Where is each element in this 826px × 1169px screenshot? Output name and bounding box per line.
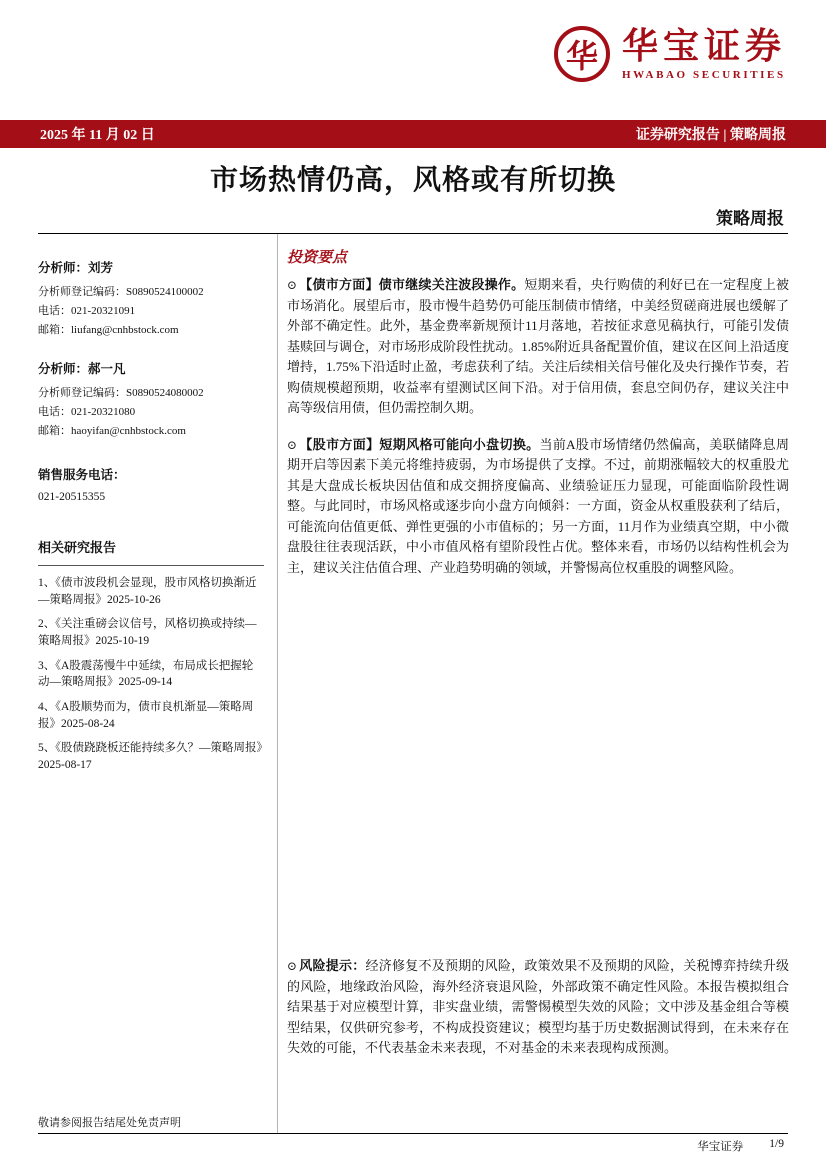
footer-divider <box>38 1133 788 1134</box>
footer-right <box>697 1138 784 1154</box>
paragraph-stock-market <box>287 435 789 579</box>
header-bar <box>0 120 826 148</box>
analyst-reg: 分析师登记编码：S0890524080002 <box>38 386 204 399</box>
logo-name-cn: 华宝证券 <box>621 25 786 66</box>
page-title: 市场热情仍高，风格或有所切换 <box>209 165 616 196</box>
logo-glyph: 华 <box>565 38 598 74</box>
paragraph-lead: 【股市方面】短期风格可能向小盘切换。 <box>299 436 540 452</box>
report-date: 2025 年 11 月 02 日 <box>40 128 155 143</box>
report-category: 证券研究报告 | 策略周报 <box>635 128 786 143</box>
risk-body: 经济修复不及预期的风险，政策效果不及预期的风险，关税博弈持续升级的风险，地缘政治风险，海外经济衰退风险，外部政策不确定性风险。本报告模拟组合结果基于对应模型计算，非实盘业绩，需警惕模型失效的风险；文中涉及基金组合等模型结果，仅供研究参考，不构成投资建议；模型均基于历史数据测试得到，在未来存在失效的可能，不代表基金未来表现，不对基金的未来表现构成预测。 <box>287 958 789 1056</box>
paragraph-body: 短期来看，央行购债的利好已在一定程度上被市场消化。展望后市，股市慢牛趋势仍可能压制债市情绪，中美经贸磋商进展也缓解了外部不确定性。此外，基金费率新规预计11月落地，若按征求意见稿执行，可能引发债基赎回与调仓，对市场形成阶段性扰动。1.85%附近具备配置价值，建议在区间上沿适度增持，1.75%下沿适时止盈，考虑获利了结。关注后续相关信号催化及央行操作节奏，若购债规模超预期，收益率有望测试区间下沿。对于信用债，套息空间仍存，建议关注中高等级信用债，但仍需控制久期。 <box>287 277 789 416</box>
bullet-icon: ⊙ <box>287 437 298 452</box>
related-report-item: 2、《关注重磅会议信号，风格切换或持续—策略周报》2025-10-19 <box>38 618 257 648</box>
analyst-block-1 <box>38 258 264 341</box>
hwabao-logo-icon <box>554 26 610 82</box>
sales-phone-number: 021-20515355 <box>38 491 106 504</box>
related-reports-title: 相关研究报告 <box>38 537 264 566</box>
analyst-phone: 电话：021-20321080 <box>38 405 136 418</box>
logo-wordmark <box>622 27 786 82</box>
analyst-name: 分析师：郝一凡 <box>38 361 126 376</box>
logo-name-en: HWABAO SECURITIES <box>621 69 786 82</box>
section-title-investment-highlights: 投资要点 <box>287 250 348 266</box>
paragraph-body: 当前A股市场情绪仍然偏高，美联储降息周期开启等因素下美元将维持疲弱，为市场提供了支撑。不过，前期涨幅较大的权重股尤其是大盘成长板块因估值和成交拥挤度偏高、业绩验证压力显现，可能面临阶段性调整。与此同时，市场风格或逐步向小盘方向倾斜：一方面，资金从权重股获利了结后，可能流向估值更低、弹性更强的小市值标的；另一方面，11月作为业绩真空期，中小微盘股往往表现活跃，中小市值风格有望阶段性占优。整体来看，市场仍以结构性机会为主，建议关注估值合理、产业趋势明确的领域，并警惕高位权重股的调整风险。 <box>287 436 789 575</box>
related-report-item: 1、《债市波段机会显现，股市风格切换渐近—策略周报》2025-10-26 <box>38 577 257 606</box>
title-divider <box>38 233 788 234</box>
main-content <box>287 246 789 594</box>
analyst-reg: 分析师登记编码：S0890524100002 <box>38 285 204 298</box>
risk-lead: 风险提示： <box>299 958 366 973</box>
analyst-email: 邮箱：haoyifan@cnhbstock.com <box>38 425 186 437</box>
sales-phone-label: 销售服务电话： <box>38 468 126 483</box>
paragraph-bond-market <box>287 275 789 419</box>
sidebar <box>38 258 264 782</box>
footer-disclaimer: 敬请参阅报告结尾处免责声明 <box>38 1117 181 1129</box>
bullet-icon: ⊙ <box>287 278 298 292</box>
related-report-item: 5、《股债跷跷板还能持续多久？—策略周报》2025-08-17 <box>38 742 263 772</box>
column-divider <box>277 234 278 1133</box>
page-number: 1/9 <box>769 1138 784 1150</box>
footer-brand: 华宝证券 <box>697 1141 744 1153</box>
related-report-item: 3、《A股震荡慢牛中延续，布局成长把握轮动—策略周报》2025-09-14 <box>38 659 254 689</box>
sales-phone-block <box>38 465 264 507</box>
analyst-block-2 <box>38 359 264 442</box>
analyst-phone: 电话：021-20321091 <box>38 305 136 318</box>
brand-logo <box>554 26 786 82</box>
related-report-item: 4、《A股顺势而为，债市良机渐显—策略周报》2025-08-24 <box>38 701 254 730</box>
paragraph-lead: 【债市方面】债市继续关注波段操作。 <box>299 277 525 292</box>
paragraph-risk-warning <box>287 956 789 1059</box>
analyst-name: 分析师：刘芳 <box>38 261 114 275</box>
bullet-icon: ⊙ <box>287 959 298 973</box>
page-subtitle: 策略周报 <box>716 209 784 228</box>
analyst-email: 邮箱：liufang@cnhbstock.com <box>38 324 179 337</box>
